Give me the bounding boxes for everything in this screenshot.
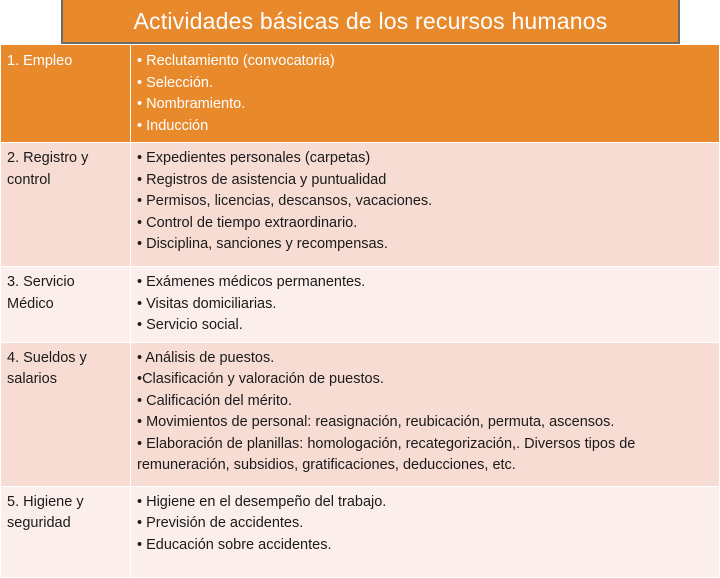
list-item: • Inducción (137, 117, 209, 134)
category-cell: 1. Empleo (1, 45, 131, 143)
list-item: • Servicio social. (137, 317, 243, 333)
activities-table (0, 44, 720, 578)
list-item: • Expedientes personales (carpetas) (137, 150, 371, 166)
category-cell: 5. Higiene y seguridad (1, 486, 131, 577)
items-cell (131, 486, 720, 577)
list-item: • Registros de asistencia y puntualidad (137, 171, 387, 188)
list-item: • Control de tiempo extraordinario. (137, 214, 358, 231)
items-cell (131, 267, 720, 343)
page-title: Actividades básicas de los recursos humanos (133, 7, 608, 34)
table-row (1, 143, 720, 267)
list-item: • Reclutamiento (convocatoria) (137, 53, 335, 69)
items-cell (131, 342, 720, 486)
list-item: • Calificación del mérito. (137, 392, 292, 409)
category-cell: 2. Registro y control (1, 143, 131, 267)
table-row (1, 486, 720, 577)
category-cell: 3. Servicio Médico (1, 267, 131, 343)
table-row (1, 267, 720, 343)
title-banner (61, 0, 680, 44)
items-cell (131, 45, 720, 143)
list-item: • Elaboración de planillas: homologación, recategorización,. Diversos tipos de remuneración, subsidios, gratificaciones, deducciones, etc. (137, 435, 640, 473)
list-item: • Selección. (137, 74, 214, 91)
list-item: • Permisos, licencias, descansos, vacaciones. (137, 193, 433, 209)
table-row (1, 45, 720, 143)
list-item: • Previsión de accidentes. (137, 515, 304, 531)
list-item: • Exámenes médicos permanentes. (137, 274, 366, 290)
list-item: • Educación sobre accidentes. (137, 536, 332, 553)
items-cell (131, 143, 720, 267)
table-row (1, 342, 720, 486)
list-item: • Disciplina, sanciones y recompensas. (137, 236, 388, 252)
list-item: • Visitas domiciliarias. (137, 295, 277, 312)
list-item: • Nombramiento. (137, 96, 246, 112)
list-item: • Análisis de puestos. (137, 349, 275, 366)
list-item: • Higiene en el desempeño del trabajo. (137, 493, 387, 510)
list-item: • Movimientos de personal: reasignación, reubicación, permuta, ascensos. (137, 414, 615, 430)
list-item: •Clasificación y valoración de puestos. (137, 371, 384, 387)
category-cell: 4. Sueldos y salarios (1, 342, 131, 486)
